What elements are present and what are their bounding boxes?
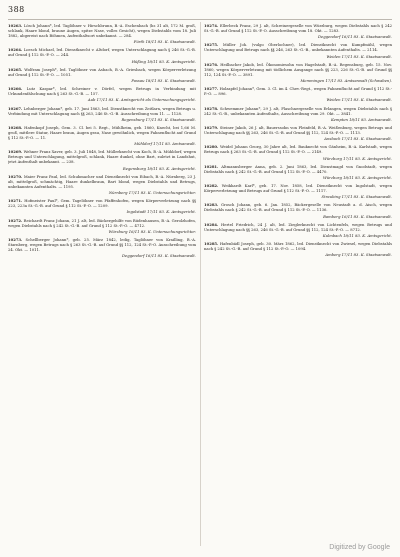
register-entry (204, 183, 392, 194)
entry-signature: Nürnberg 17/11 83. K. Untersuchungsrichter. (108, 191, 196, 196)
register-entry (204, 125, 392, 136)
entry-signature: Weiden 17/11 83. K. Staatsanwalt. (326, 98, 392, 103)
register-entry (8, 149, 196, 165)
entry-text: Hertel Friedrich, 24 J. alt, led. Zieglerknecht von Lichtenfels, wegen Betrugs und Unterschlagung nach §§ 263, 246 St.-G.-B. auf Grund §§ 112, 124 St.-P.-O. — 8712. (204, 222, 392, 232)
entry-signature: Würzburg 16/11 83. K. Untersuchungsrichter. (108, 229, 196, 234)
entry-text: Schwemmer Johann*, 29 J. alt, Flaschnergeselle von Erlangen, wegen Diebstahls nach § 242 St.-G.-B., unbekannten Aufenthalts, Ausschreibung vom 29. Okt. — 3841. (204, 106, 392, 116)
entry-number: 10271. (8, 198, 23, 204)
register-entry (8, 218, 196, 229)
entry-text: Hofmeister Paul*, Gem. Tagelöhner von Pfaffenhofen, wegen Körperverletzung nach §§ 223, 223a St.-G.-B. auf Grund § 112 St.-P.-O. — 1209. (8, 199, 196, 209)
entry-signature: Deggendorf 16/11 83. K. Staatsanwalt. (121, 254, 196, 259)
entry-signature: Hüßing 18/11 83. K. Amtsgericht. (131, 59, 196, 64)
register-entry (204, 86, 392, 97)
register-entry (8, 86, 196, 97)
entry-number: 10274. (204, 23, 219, 28)
entry-signature: Passau 18/11 83. K. Staatsanwalt. (131, 79, 196, 84)
entry-text: Altmannsberger Anna, geb. 2. Juni 1863, led. Dienstmagd von Gnodstadt, wegen Diebstahls nach § 242 St.-G.-B. auf Grund § 112 St.-P.-O. — 4470. (204, 164, 392, 174)
header-rule (8, 19, 392, 20)
entry-signature: Kulmbach 18/11 83. K. Amtsgericht. (322, 234, 392, 239)
register-entry (204, 202, 392, 213)
entry-signature: Deggendorf 16/11 83. K. Staatsanwalt. (317, 35, 392, 40)
entry-number: 10276. (204, 61, 219, 67)
entry-signature: Weiden 17/11 83. K. Staatsanwalt. (326, 54, 392, 59)
entry-text: Wehner Franz Xaver, geb. 3. Juli 1848, led. Müllerknecht von Koch, B.-A. Mühldorf, wegen Betrugs und Unterschlagung, mittelgroß, schlank, Haare dunkel, ohne Bart, zuletzt in Landshut, jetzt Aufenthalt unbekannt. — 238. (8, 150, 196, 165)
entry-text: Grosch Johann, geb. 6. Jan. 1852, Bäckergeselle von Neustadt a. d. Aisch, wegen Diebstahls nach § 242 St.-G.-B. auf Grund § 112 St.-P.-O. — 1136. (204, 203, 392, 213)
register-entry (204, 62, 392, 78)
register-entry (8, 237, 196, 253)
entry-text: Schellberger Johann*, geb. 25. März 1842, ledig, Taglöhner von Krailling, B.-A. Starnberg, wegen Betrugs nach § 263 St.-G.-B. auf Grund §§ 112, 124 St.-P.-O. Ausschreibung vom 24. Okt. — 1011. (8, 237, 196, 253)
register-entry (8, 125, 196, 141)
entry-signature: Regensburg 18/11 83. K. Amtsgericht. (122, 166, 196, 171)
entry-number: 10280. (204, 144, 219, 150)
register-entry (204, 241, 392, 252)
register-entry (204, 164, 392, 175)
entry-number: 10278. (204, 105, 219, 111)
entry-text: Hafenbädl Joseph, geb. 30. März 1862, led. Dienstknecht von Zwiesel, wegen Diebstahls nach § 242 St.-G.-B. auf Grund § 112 St.-P.-O. — 1094. (204, 242, 392, 252)
entry-number: 10277. (204, 86, 219, 92)
entry-number: 10285. (204, 241, 219, 247)
register-entry (8, 198, 196, 209)
entry-signature: Ansbach 17/11 83. K. Staatsanwalt. (324, 137, 392, 142)
entry-signature: Fürth 18/11 83. K. Staatsanwalt. (133, 40, 196, 45)
entry-number: 10270. (8, 173, 23, 179)
entry-number: 10275. (204, 42, 219, 48)
entry-signature: Straubing 17/11 83. K. Staatsanwalt. (321, 195, 392, 200)
entry-text: Hafenkopf Joseph, Gem. 3. Cl. bei 5. Regt., Mühlheim, geb. 1860, Knecht, bei 1,66 M. groß, mittlere Statur, Haare braun, Augen grau, Nase gewöhnlich, wegen Fahnenflucht auf Grund § 112 St.-P.-O. — 11. (8, 125, 196, 141)
entry-number: 10273. (8, 236, 23, 242)
entry-text: Weikhardt Karl*, geb. 17. Nov. 1858, led. Dienstknecht von Ingolstadt, wegen Körperverletzung und Betrugs auf Grund § 112 St.-P.-O. — 1117. (204, 184, 392, 194)
entry-text: Lutz Kaspar*, led. Schreiner v. Dörfel, wegen Betrugs in Verbindung mit Urkundenfälschung nach § 263 St.-G.-B. — 157. (8, 87, 196, 97)
register-entry (204, 144, 392, 155)
entry-number: 10267. (8, 105, 23, 111)
entry-number: 10272. (8, 217, 23, 223)
entry-number: 10284. (204, 221, 219, 227)
entry-signature: Aub 17/11 83. K. Amtsgericht als Untersuchungsgericht. (87, 98, 196, 103)
left-column (8, 23, 196, 547)
entry-number: 10263. (8, 23, 23, 28)
entry-number: 10283. (204, 202, 219, 208)
entry-text: Reichardt Franz Johann, 21 J. alt, led. Bäckergehilfe von Rüdenhausen, B.-A. Gerolzhofen, wegen Diebstahls nach § 242 St.-G.-B. auf Grund § 112 St.-P.-O. — 4712. (8, 218, 196, 228)
register-entry (204, 42, 392, 53)
entry-text: Weidel Johann Georg, 30 Jahre alt, led. Bauknecht von Gänheim, B.-A. Karlstadt, wegen Betrugs nach § 263 St.-G.-B. auf Grund § 112 St.-P.-O. — 2149. (204, 145, 392, 155)
entry-text: Holzapfel Johann*, Gem. 3. Cl. im 4. Chev.-Regt., wegen Fahnenflucht auf Grund § 112 St.-P.-O. — 896. (204, 87, 392, 97)
entry-number: 10268. (8, 124, 23, 130)
register-entry (8, 23, 196, 39)
entry-text: Maier Franz Paul, led. Schuhmacher und Dienstknecht von Eibach, B.-A. Nürnberg, 23 J. alt, mittelgroß, schmächtig, Haare dunkelbraun, Bart blond, wegen Diebstahls und Betrugs, unbekannten Aufenthalts. — 1195. (8, 174, 196, 189)
entry-signature: Ingolstadt 17/11 83. K. Amtsgericht. (126, 210, 196, 215)
entry-text: Lösch Johann*, led. Taglöhner v. Hirschbrunn, B.-A. Eschenbach (hs 31 alt, 172 M. groß, schlank, Haare blond, braune Augen, spitze Nase, volles Gesicht), wegen Diebstahls vom 18. Juli 1882, abgereist nach Böhmen, Aufenthaltsort unbekannt. — 284. (8, 24, 196, 39)
entry-number: 10281. (204, 163, 219, 169)
entry-number: 10264. (8, 47, 23, 53)
entry-number: 10279. (204, 124, 219, 130)
watermark: Digitized by Google (329, 544, 390, 551)
entry-number: 10269. (8, 149, 23, 155)
entry-signature: Würzburg 18/11 83. K. Amtsgericht. (323, 175, 392, 180)
column-gutter (200, 22, 201, 546)
entry-signature: Amberg 17/11 83. K. Staatsanwalt. (325, 253, 392, 258)
right-column (204, 23, 392, 547)
entry-text: Müller Joh. (vulgo Oberlochner), led. Dienstknecht von Kumpfmühl, wegen Unterschlagung und Betrugs nach §§ 246, 263 St.-G.-B., unbekannten Aufenthalts. — 2114. (204, 43, 392, 53)
entry-signature: Kempten 18/11 83. Amtsanwalt. (330, 117, 392, 122)
register-entry (8, 106, 196, 117)
entry-signature: Bamberg 16/11 83. K. Staatsanwalt. (323, 214, 392, 219)
register-entry (8, 67, 196, 78)
entry-number: 10265. (8, 66, 23, 72)
entry-text: Loesch Michael, led. Dienstknecht v. Altdorf, wegen Unterschlagung nach § 246 St.-G.-B. auf Grund § 112 St.-P.-O. — 244. (8, 48, 196, 58)
page-number: 388 (8, 5, 25, 14)
register-entry (204, 23, 392, 34)
entry-number: 10282. (204, 183, 219, 189)
page-header (8, 5, 392, 17)
entry-signature: Mühldorf 17/11 83. Amtsanwalt. (134, 142, 196, 147)
entry-text: Wolfram Joseph*, led. Taglöhner von Asbach, B.-A. Griesbach, wegen Körperverletzung auf Grund § 112 St.-P.-O. — 1051. (8, 67, 196, 77)
entry-text: Lehnberger Johann*, geb. 17. Juni 1863, led. Dienstknecht von Zeitlarn, wegen Betrugs u. Verbindung mit Unterschlagung nach §§ 263, 246 St.-G.-B. Ausschreibung vom 11. — 1128. (8, 106, 196, 116)
entry-number: 10266. (8, 86, 23, 92)
entry-text: Ellerbeck Franz, 29 J. alt, Schreinergeselle von Würzburg, wegen Diebstahls nach § 242 St.-G.-B. auf Grund § 112 St.-P.-O. Ausschreibung vom 18. Okt. — 1283. (204, 24, 392, 34)
register-entry (204, 106, 392, 117)
entry-signature: Würzburg 17/11 83. K. Amtsgericht. (323, 156, 392, 161)
register-entry (8, 174, 196, 190)
entry-signature: Memmingen 17/11 83. Amtsanwalt (Schwaben). (300, 79, 392, 84)
register-entry (8, 47, 196, 58)
register-entry (204, 222, 392, 233)
entry-signature: Regensburg 17/11 83. K. Staatsanwalt. (121, 117, 196, 122)
entry-text: Heilbacher Jakob, led. Ökonomiesohn von Hagelstadt, B.-A. Regensburg, geb. 15. Nov. 1860, wegen Körperverletzung mit tödlichem Ausgange nach §§ 223, 226 St.-G.-B. auf Grund §§ 112, 124 St.-P.-O. — 3891. (204, 62, 392, 77)
entry-text: Steiner Jakob, 26 J. alt, Bauerssohn von Pleinfeld, B.-A. Weißenburg, wegen Betrugs und Unterschlagung nach §§ 263, 246 St.-G.-B. auf Grund §§ 112, 124 St.-P.-O. — 1113. (204, 125, 392, 135)
